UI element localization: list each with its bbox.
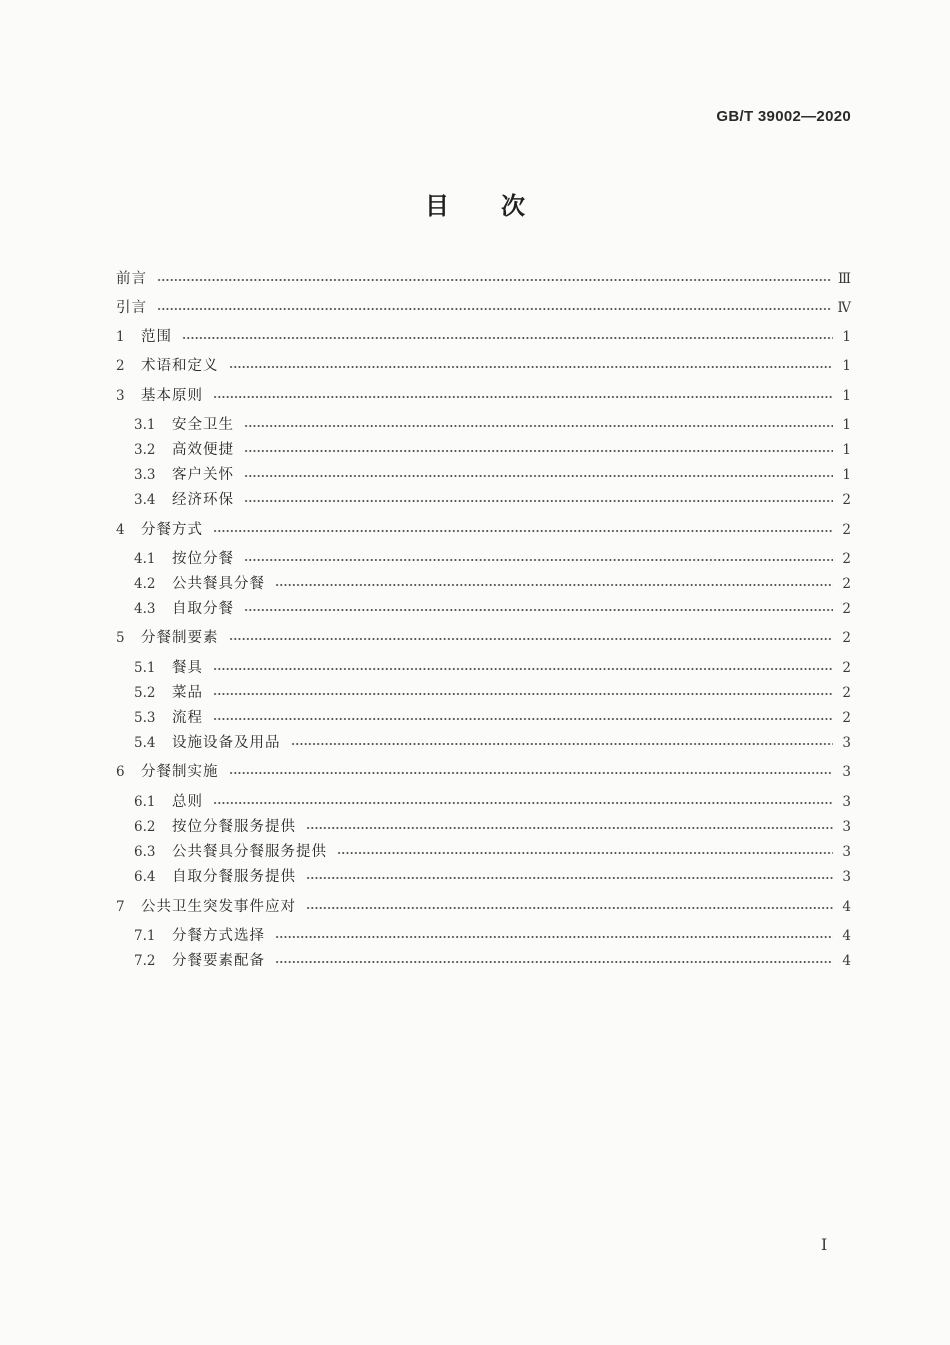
page-number: I — [821, 1235, 828, 1254]
toc-entry — [116, 297, 851, 319]
toc-entry-label: 术语和定义 — [141, 358, 219, 374]
toc-subentry — [134, 682, 851, 704]
toc-subentry — [134, 439, 851, 461]
toc-entry — [116, 761, 851, 783]
toc-entry — [116, 326, 851, 348]
toc-entry-number: 7.2 — [134, 953, 156, 969]
dot-leader — [213, 530, 833, 532]
toc-entry-label: 分餐方式选择 — [172, 928, 265, 944]
toc-entry-page: 2 — [842, 601, 851, 617]
toc-entry-number: 7.1 — [134, 928, 156, 944]
toc-entry-number: 6.1 — [134, 794, 156, 810]
toc-entry-label: 高效便捷 — [172, 442, 234, 458]
dot-leader — [275, 936, 833, 938]
toc-entry-number: 4.1 — [134, 551, 156, 567]
toc-entry-number: 6 — [116, 764, 125, 780]
toc-entry-label: 自取分餐服务提供 — [172, 869, 296, 885]
dot-leader — [213, 693, 833, 695]
toc-entry-page: 2 — [842, 630, 851, 646]
toc-entry-page: 1 — [842, 329, 851, 345]
dot-leader — [306, 827, 833, 829]
toc-subentry — [134, 598, 851, 620]
toc-entry-label: 按位分餐服务提供 — [172, 819, 296, 835]
toc-entry-label: 分餐制要素 — [141, 630, 219, 646]
toc-entry-page: Ⅲ — [837, 271, 851, 287]
toc-entry — [116, 385, 851, 407]
toc-subentry — [134, 414, 851, 436]
toc-entry-number: 1 — [116, 329, 125, 345]
toc-entry-number: 3.1 — [134, 417, 156, 433]
toc-entry-label: 总则 — [172, 794, 203, 810]
toc-entry-page: 2 — [842, 685, 851, 701]
toc-subentry — [134, 548, 851, 570]
standard-code: GB/T 39002—2020 — [716, 108, 851, 125]
dot-leader — [244, 609, 833, 611]
toc-entry-number: 6.4 — [134, 869, 156, 885]
toc-entry-page: 1 — [842, 417, 851, 433]
dot-leader — [213, 668, 833, 670]
toc-subentry — [134, 489, 851, 511]
toc-entry — [116, 519, 851, 541]
toc-entry-label: 设施设备及用品 — [172, 735, 281, 751]
toc-entry-label: 分餐制实施 — [141, 764, 219, 780]
toc-entry-page: 3 — [842, 735, 851, 751]
toc-subentry — [134, 573, 851, 595]
dot-leader — [229, 638, 834, 640]
toc-entry-page: Ⅳ — [837, 300, 851, 316]
toc-subentry — [134, 464, 851, 486]
toc-entry-number: 5.3 — [134, 710, 156, 726]
dot-leader — [244, 475, 833, 477]
toc-entry-page: 2 — [842, 660, 851, 676]
toc-entry-number: 5.2 — [134, 685, 156, 701]
toc-entry-label: 公共卫生突发事件应对 — [141, 899, 296, 915]
toc-entry-page: 3 — [842, 869, 851, 885]
toc-entry-label: 引言 — [116, 300, 147, 316]
toc-entry-page: 1 — [842, 467, 851, 483]
toc-entry — [116, 355, 851, 377]
toc-entry — [116, 268, 851, 290]
toc-entry-label: 菜品 — [172, 685, 203, 701]
toc-entry-number: 2 — [116, 358, 125, 374]
toc-entry-label: 分餐方式 — [141, 522, 203, 538]
toc-entry-label: 分餐要素配备 — [172, 953, 265, 969]
dot-leader — [229, 366, 834, 368]
toc-entry-number: 6.3 — [134, 844, 156, 860]
dot-leader — [244, 425, 833, 427]
toc-entry-label: 公共餐具分餐 — [172, 576, 265, 592]
dot-leader — [157, 279, 832, 281]
toc-entry-page: 2 — [842, 576, 851, 592]
toc-entry-label: 范围 — [141, 329, 172, 345]
toc-entry-page: 3 — [842, 844, 851, 860]
toc-entry-number: 4.3 — [134, 601, 156, 617]
toc-entry-label: 客户关怀 — [172, 467, 234, 483]
toc-entry-label: 基本原则 — [141, 388, 203, 404]
toc-subentry — [134, 707, 851, 729]
toc-subentry — [134, 816, 851, 838]
toc-entry-page: 2 — [842, 522, 851, 538]
toc-entry-label: 前言 — [116, 271, 147, 287]
toc-entry-page: 3 — [842, 764, 851, 780]
toc-entry-number: 4 — [116, 522, 125, 538]
dot-leader — [213, 718, 833, 720]
toc-subentry — [134, 925, 851, 947]
toc-entry-number: 3.2 — [134, 442, 156, 458]
toc-subentry — [134, 732, 851, 754]
toc-entry-page: 1 — [842, 358, 851, 374]
dot-leader — [244, 450, 833, 452]
toc-entry-number: 7 — [116, 899, 125, 915]
toc-subentry — [134, 866, 851, 888]
dot-leader — [337, 852, 833, 854]
toc-entry-label: 经济环保 — [172, 492, 234, 508]
dot-leader — [213, 396, 833, 398]
toc-entry-label: 流程 — [172, 710, 203, 726]
toc-entry-label: 自取分餐 — [172, 601, 234, 617]
dot-leader — [213, 802, 833, 804]
toc-subentry — [134, 791, 851, 813]
toc-entry-page: 2 — [842, 710, 851, 726]
dot-leader — [306, 907, 833, 909]
toc-entry-number: 5 — [116, 630, 125, 646]
dot-leader — [306, 877, 833, 879]
dot-leader — [182, 337, 833, 339]
toc-entry — [116, 896, 851, 918]
toc-entry-page: 2 — [842, 551, 851, 567]
toc-subentry — [134, 841, 851, 863]
toc-entry-label: 安全卫生 — [172, 417, 234, 433]
toc-entry-number: 3.3 — [134, 467, 156, 483]
toc-entry-number: 6.2 — [134, 819, 156, 835]
toc-entry-page: 2 — [842, 492, 851, 508]
toc-entry-page: 1 — [842, 388, 851, 404]
toc-entry-page: 4 — [842, 953, 851, 969]
dot-leader — [275, 961, 833, 963]
toc-entry-page: 1 — [842, 442, 851, 458]
dot-leader — [291, 743, 834, 745]
toc-subentry — [134, 657, 851, 679]
toc-entry — [116, 627, 851, 649]
dot-leader — [244, 559, 833, 561]
dot-leader — [229, 772, 834, 774]
toc-entry-page: 4 — [842, 928, 851, 944]
toc-entry-page: 3 — [842, 819, 851, 835]
toc-entry-number: 3.4 — [134, 492, 156, 508]
toc-entry-label: 按位分餐 — [172, 551, 234, 567]
toc-entry-page: 4 — [842, 899, 851, 915]
dot-leader — [157, 308, 832, 310]
toc-entry-label: 公共餐具分餐服务提供 — [172, 844, 327, 860]
toc-entry-number: 5.1 — [134, 660, 156, 676]
dot-leader — [275, 584, 833, 586]
toc-entry-number: 5.4 — [134, 735, 156, 751]
toc-entry-label: 餐具 — [172, 660, 203, 676]
toc-entry-number: 3 — [116, 388, 125, 404]
toc-entry-number: 4.2 — [134, 576, 156, 592]
toc-entry-page: 3 — [842, 794, 851, 810]
dot-leader — [244, 500, 833, 502]
toc-title: 目次 — [425, 192, 577, 220]
toc-subentry — [134, 950, 851, 972]
